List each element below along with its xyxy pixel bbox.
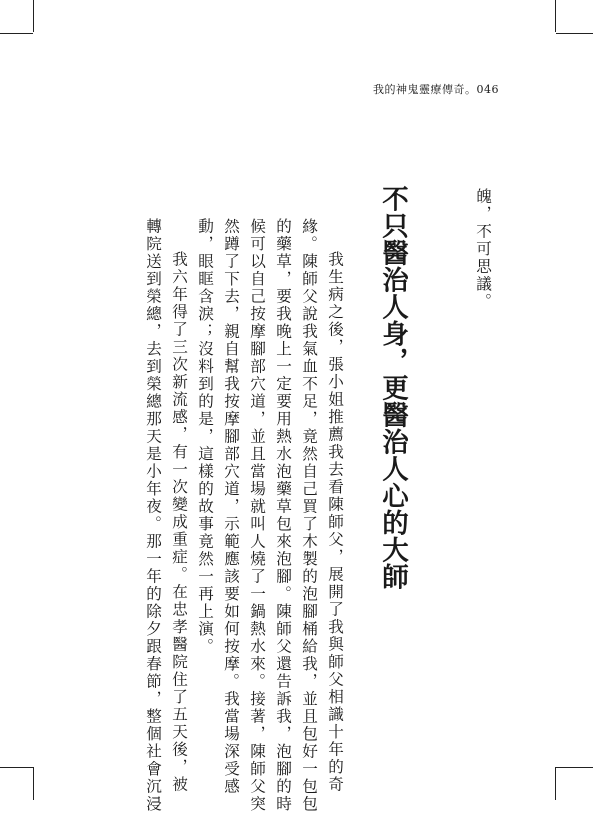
crop-mark-top-left-horizontal — [0, 33, 33, 34]
text-line: 緣。陳師父說我氣血不足，竟然自己買了木製的泡腳桶給我，並且包好一包包 — [300, 218, 318, 813]
running-title: 我的神鬼靈療傳奇 — [373, 83, 465, 96]
paragraph-2 — [140, 218, 192, 813]
crop-mark-bottom-left-vertical — [33, 767, 34, 800]
crop-mark-top-right-horizontal — [556, 33, 593, 34]
page-number: 046 — [476, 83, 499, 96]
text-line: 的藥草，要我晚上一定要用熱水泡藥草包來泡腳。陳師父還告訴我，泡腳的時 — [274, 218, 292, 813]
chapter-title: 不只醫治人身，更醫治人心的大師 — [377, 185, 408, 590]
text-line: 候可以自己按摩腳部穴道，並且當場就叫人燒了一鍋熱水來。接著，陳師父突 — [248, 218, 266, 813]
text-line: 轉院送到榮總，去到榮總那天是小年夜。那一年的除夕跟春節，整個社會沉浸 — [144, 218, 162, 813]
previous-text-column — [470, 188, 496, 311]
paragraph-1 — [192, 218, 348, 813]
crop-mark-top-right-vertical — [555, 0, 556, 32]
running-header — [373, 83, 499, 97]
crop-mark-bottom-left-horizontal — [0, 767, 33, 768]
header-separator: 。 — [465, 83, 477, 96]
crop-mark-bottom-right-horizontal — [556, 767, 593, 768]
text-line: 我六年得了三次新流感，有一次變成重症。在忠孝醫院住了五天後，被 — [170, 251, 188, 794]
crop-mark-bottom-right-vertical — [555, 767, 556, 800]
text-line: 魄，不可思議。 — [474, 188, 492, 311]
crop-mark-top-left-vertical — [33, 0, 34, 32]
text-line: 動，眼眶含淚；沒料到的是，這樣的故事竟然一再上演。 — [196, 218, 214, 656]
text-line: 然蹲了下去，親自幫我按摩腳部穴道，示範應該要如何按摩。我當場深受感 — [222, 218, 240, 796]
text-line: 我生病之後，張小姐推薦我去看陳師父，展開了我與師父相識十年的奇 — [326, 251, 344, 794]
